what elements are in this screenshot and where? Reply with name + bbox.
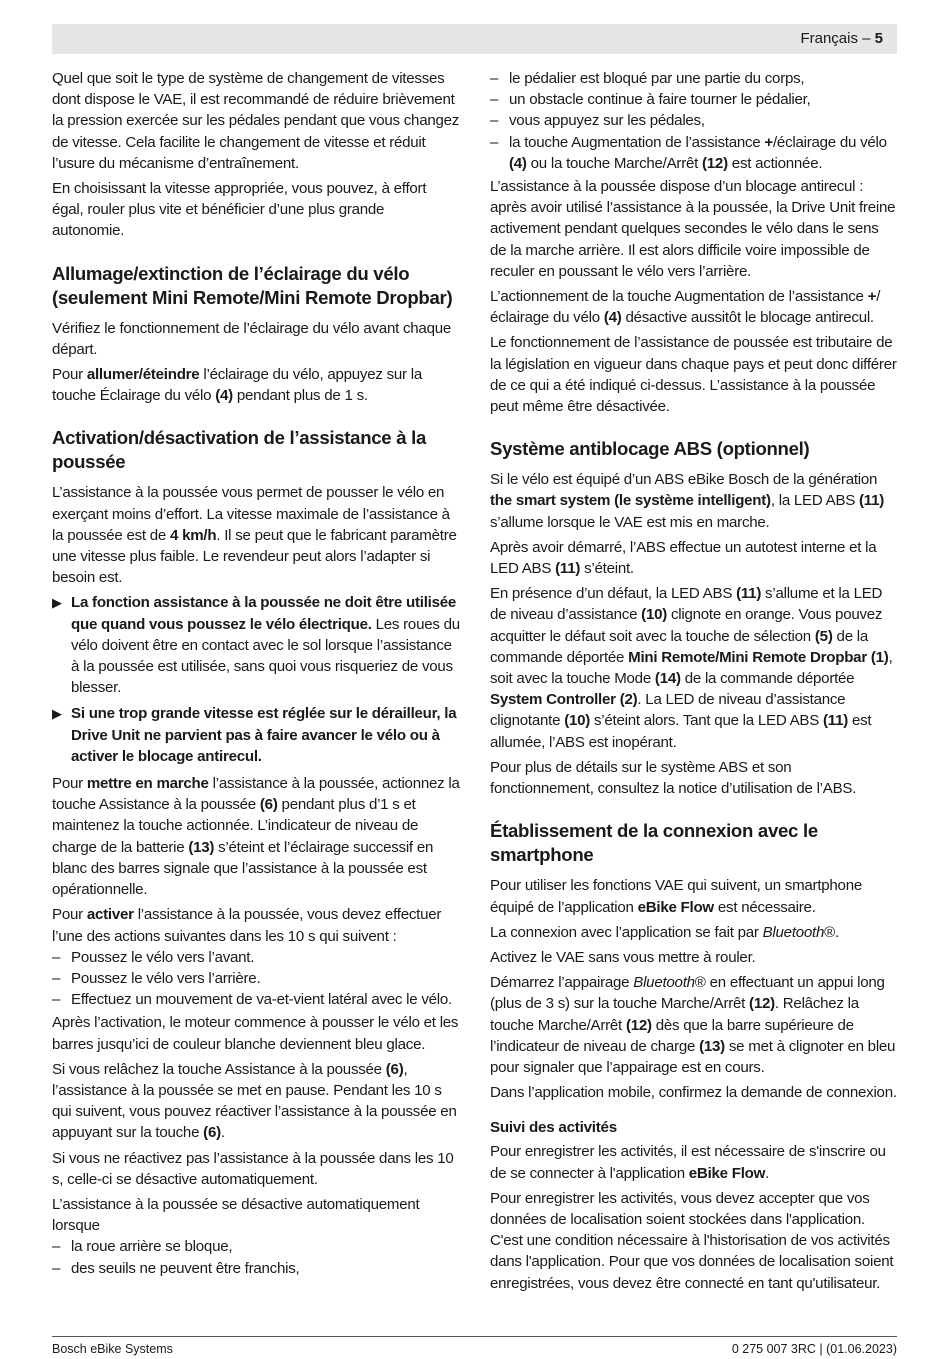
footer-document-number: 0 275 007 3RC | (01.06.2023) xyxy=(731,1342,897,1356)
paragraph: Démarrez l’appairage Bluetooth® en effectuant un appui long (plus de 3 s) sur la touche Marche/Arrêt (12). Relâchez la touche Marche/Arrêt (12) dès que la barre supérieure de l’indicateur de niveau de charge (13) se met à clignoter en bleu pour signaler que l’appairage est en cours. xyxy=(490,974,896,1076)
header-language: Français – xyxy=(800,30,871,47)
dash-list xyxy=(52,1236,460,1278)
page-number: 5 xyxy=(874,30,883,47)
list-item: – un obstacle continue à faire tourner le pédalier, xyxy=(490,89,898,110)
page-header xyxy=(52,24,897,54)
heading-push-assistance: Activation/désactivation de l’assistance à la poussée xyxy=(52,427,427,473)
paragraph: Pour utiliser les fonctions VAE qui suivent, un smartphone équipé de l’application eBike Flow est nécessaire. xyxy=(490,877,862,916)
paragraph: Pour plus de détails sur le système ABS et son fonctionnement, consultez la notice d’utilisation de l’ABS. xyxy=(490,758,857,798)
paragraph: L’assistance à la poussée vous permet de pousser le vélo en exerçant moins d’effort. La vitesse maximale de l’assistance à la poussée est de 4 km/h. Il se peut que le fabricant paramètre une vitesse plus faible. Le revendeur peut alors l’adapter si besoin est. xyxy=(52,484,457,587)
heading-lighting: Allumage/extinction de l’éclairage du vélo (seulement Mini Remote/Mini Remote Dropbar) xyxy=(52,262,453,308)
list-item: – la roue arrière se bloque, xyxy=(52,1236,460,1257)
footer-publisher: Bosch eBike Systems xyxy=(52,1342,173,1356)
dash-list xyxy=(52,947,460,1011)
list-item: – Poussez le vélo vers l’arrière. xyxy=(52,968,460,989)
left-column xyxy=(52,68,460,1281)
arrow-right-icon: ▶ xyxy=(52,595,62,611)
paragraph: Pour allumer/éteindre l’éclairage du vélo, appuyez sur la touche Éclairage du vélo (4) pendant plus de 1 s. xyxy=(52,366,423,405)
paragraph: Après avoir démarré, l’ABS effectue un autotest interne et la LED ABS (11) s’éteint. xyxy=(490,538,877,578)
list-item: – des seuils ne peuvent être franchis, xyxy=(52,1258,460,1279)
list-item: – vous appuyez sur les pédales, xyxy=(490,110,898,131)
list-item: – la touche Augmentation de l’assistance +/éclairage du vélo (4) ou la touche Marche/Arrêt (12) est actionnée. xyxy=(490,132,898,174)
paragraph: Pour enregistrer les activités, vous devez accepter que vos données de localisation soient stockées dans l'application. C'est une condition nécessaire à l'historisation de vos activités dans l'application. Pour que vos données de localisation soient enregistrées, vous devez être connecté en tant qu'utilisateur. xyxy=(490,1189,894,1292)
paragraph: La connexion avec l’application se fait par Bluetooth®. xyxy=(490,923,839,941)
paragraph: Après l’activation, le moteur commence à pousser le vélo et les barres jusqu’ici de couleur blanche deviennent bleu glace. xyxy=(52,1014,459,1053)
page-footer xyxy=(52,1336,897,1356)
paragraph: En choisissant la vitesse appropriée, vous pouvez, à effort égal, rouler plus vite et bénéficier d’une plus grande autonomie. xyxy=(52,180,427,240)
paragraph: Le fonctionnement de l’assistance de poussée est tributaire de la législation en vigueur dans chaque pays et peut donc différer de ce qui a été indiqué ci-dessus. L’assistance à la poussée peut même être désactivée. xyxy=(490,334,897,416)
paragraph: L’actionnement de la touche Augmentation de l’assistance +/éclairage du vélo (4) désactive aussitôt le blocage antirecul. xyxy=(490,288,881,327)
paragraph: L’assistance à la poussée dispose d’un blocage antirecul : après avoir utilisé l’assistance à la poussée, la Drive Unit freine activement pendant quelques secondes le vélo dans le sens de la marche arrière. Il est alors difficile voire impossible de reculer en poussant le vélo vers l’arrière. xyxy=(490,178,896,280)
paragraph: Activez le VAE sans vous mettre à rouler. xyxy=(490,948,756,966)
list-item: – le pédalier est bloqué par une partie du corps, xyxy=(490,68,898,89)
paragraph: Pour activer l’assistance à la poussée, vous devez effectuer l’une des actions suivantes dans les 10 s qui suivent : xyxy=(52,906,442,945)
heading-activity-tracking: Suivi des activités xyxy=(490,1119,617,1137)
paragraph: Si vous relâchez la touche Assistance à la poussée (6), l’assistance à la poussée se met en pause. Pendant les 10 s qui suivent, vous pouvez réactiver l’assistance à la poussée en appuyant sur la touche (6). xyxy=(52,1060,457,1142)
paragraph: Si le vélo est équipé d’un ABS eBike Bosch de la génération the smart system (le système intelligent), la LED ABS (11) s’allume lorsque le VAE est mis en marche. xyxy=(490,471,885,531)
right-column xyxy=(490,68,898,1298)
paragraph: Quel que soit le type de système de changement de vitesses dont dispose le VAE, il est recommandé de réduire brièvement la pression exercée sur les pédales pendant que vous changez de vitesse. Cela facilite le changement de vitesse et réduit l’usure du mécanisme d’entraînement. xyxy=(52,70,460,172)
dash-list xyxy=(490,68,898,174)
warning-list xyxy=(52,592,460,767)
paragraph: En présence d’un défaut, la LED ABS (11) s’allume et la LED de niveau d’assistance (10) clignote en orange. Vous pouvez acquitter le défaut soit avec la touche de sélection (5) de la commande déportée Mini Remote/Mini Remote Dropbar (1), soit avec la touche Mode (14) de la commande déportée System Controller (2). La LED de niveau d’assistance clignotante (10) s’éteint alors. Tant que la LED ABS (11) est allumée, l’ABS est inopérant. xyxy=(490,585,893,751)
paragraph: Dans l’application mobile, confirmez la demande de connexion. xyxy=(490,1084,897,1102)
list-item: – Poussez le vélo vers l’avant. xyxy=(52,947,460,968)
paragraph: Pour enregistrer les activités, il est nécessaire de s'inscrire ou de se connecter à l'application eBike Flow. xyxy=(490,1143,886,1182)
paragraph: L’assistance à la poussée se désactive automatiquement lorsque xyxy=(52,1195,420,1235)
warning-item: ▶ La fonction assistance à la poussée ne doit être utilisée que quand vous poussez le vélo électrique. Les roues du vélo doivent être en contact avec le sol lorsque l’assistance à la poussée est utilisée, sans quoi vous risqueriez de vous blesser. xyxy=(52,594,460,697)
paragraph: Si vous ne réactivez pas l’assistance à la poussée dans les 10 s, celle-ci se désactive automatiquement. xyxy=(52,1149,454,1188)
heading-abs: Système antiblocage ABS (optionnel) xyxy=(490,438,810,460)
paragraph: Pour mettre en marche l’assistance à la poussée, actionnez la touche Assistance à la poussée (6) pendant plus d’1 s et maintenez la touche actionnée. L’indicateur de niveau de charge de la batterie (13) s’éteint et l’éclairage successif en blanc des barres signale que l’assistance à la poussée est opérationnelle. xyxy=(52,775,460,899)
paragraph: Vérifiez le fonctionnement de l’éclairage du vélo avant chaque départ. xyxy=(52,319,452,358)
arrow-right-icon: ▶ xyxy=(52,706,62,722)
warning-item: ▶ Si une trop grande vitesse est réglée sur le dérailleur, la Drive Unit ne parvient pas à faire avancer le vélo ou à activer le blocage antirecul. xyxy=(52,705,457,765)
heading-smartphone-connection: Établissement de la connexion avec le smartphone xyxy=(490,820,818,866)
list-item: – Effectuez un mouvement de va-et-vient latéral avec le vélo. xyxy=(52,989,460,1010)
